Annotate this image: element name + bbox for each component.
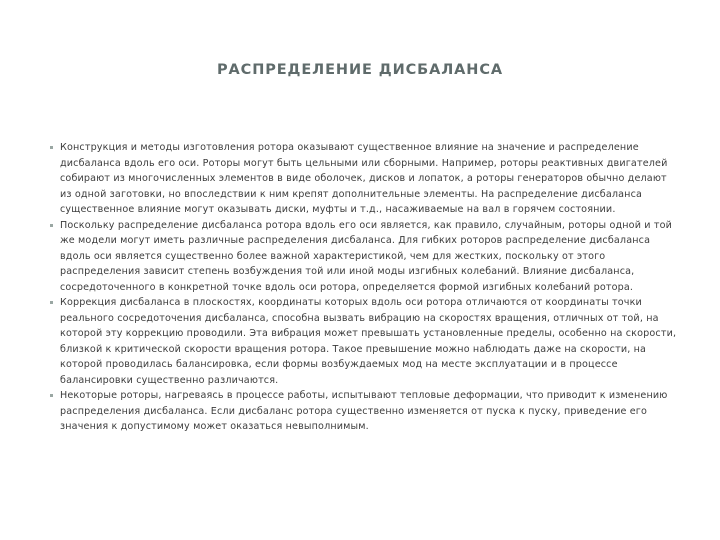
bullet-item <box>50 218 678 296</box>
bullet-marker <box>50 224 53 227</box>
bullet-item <box>50 295 678 388</box>
bullet-list <box>50 140 678 435</box>
bullet-text: Конструкция и методы изготовления ротора оказывают существенное влияние на значение и распределение дисбаланса вдоль его оси. Роторы могут быть цельными или сборными. Например, роторы реактивных двигателей собирают из многочисленных элементов в виде оболочек, дисков и лопаток, а роторы генераторов обычно делают из одной заготовки, но впоследствии к ним крепят дополнительные элементы. На распределение дисбаланса существенное влияние могут оказывать диски, муфты и т.д., насаживаемые на вал в горячем состоянии. <box>60 142 668 215</box>
bullet-item <box>50 388 678 435</box>
bullet-text: Поскольку распределение дисбаланса ротора вдоль его оси является, как правило, случайным, роторы одной и той же модели могут иметь различные распределения дисбаланса. Для гибких роторов распределение дисбаланса вдоль оси является существенно более важной характеристикой, чем для жестких, поскольку от этого распределения зависит степень возбуждения той или иной моды изгибных колебаний. Влияние дисбаланса, сосредоточенного в конкретной точке вдоль оси ротора, определяется формой изгибных колебаний ротора. <box>60 219 673 293</box>
bullet-text: Некоторые роторы, нагреваясь в процессе работы, испытывают тепловые деформации, что приводит к изменению распределения дисбаланса. Если дисбаланс ротора существенно изменяется от пуска к пуску, приведение его значения к допустимому может оказаться невыполнимым. <box>60 390 668 432</box>
bullet-marker <box>50 146 53 149</box>
bullet-text: Коррекция дисбаланса в плоскостях, координаты которых вдоль оси ротора отличаются от координаты точки реального сосредоточения дисбаланса, способна вызвать вибрацию на скоростях вращения, отличных от той, на которой эту коррекцию проводили. Эта вибрация может превышать установленные пределы, особенно на скорости, близкой к критической скорости вращения ротора. Такое превышение можно наблюдать даже на скорости, на которой проводилась балансировка, если формы возбуждаемых мод на месте эксплуатации и в процессе балансировки существенно различаются. <box>60 297 677 386</box>
bullet-marker <box>50 301 53 304</box>
bullet-marker <box>50 394 53 397</box>
bullet-item <box>50 140 678 218</box>
slide-title: РАСПРЕДЕЛЕНИЕ ДИСБАЛАНСА <box>217 62 503 78</box>
